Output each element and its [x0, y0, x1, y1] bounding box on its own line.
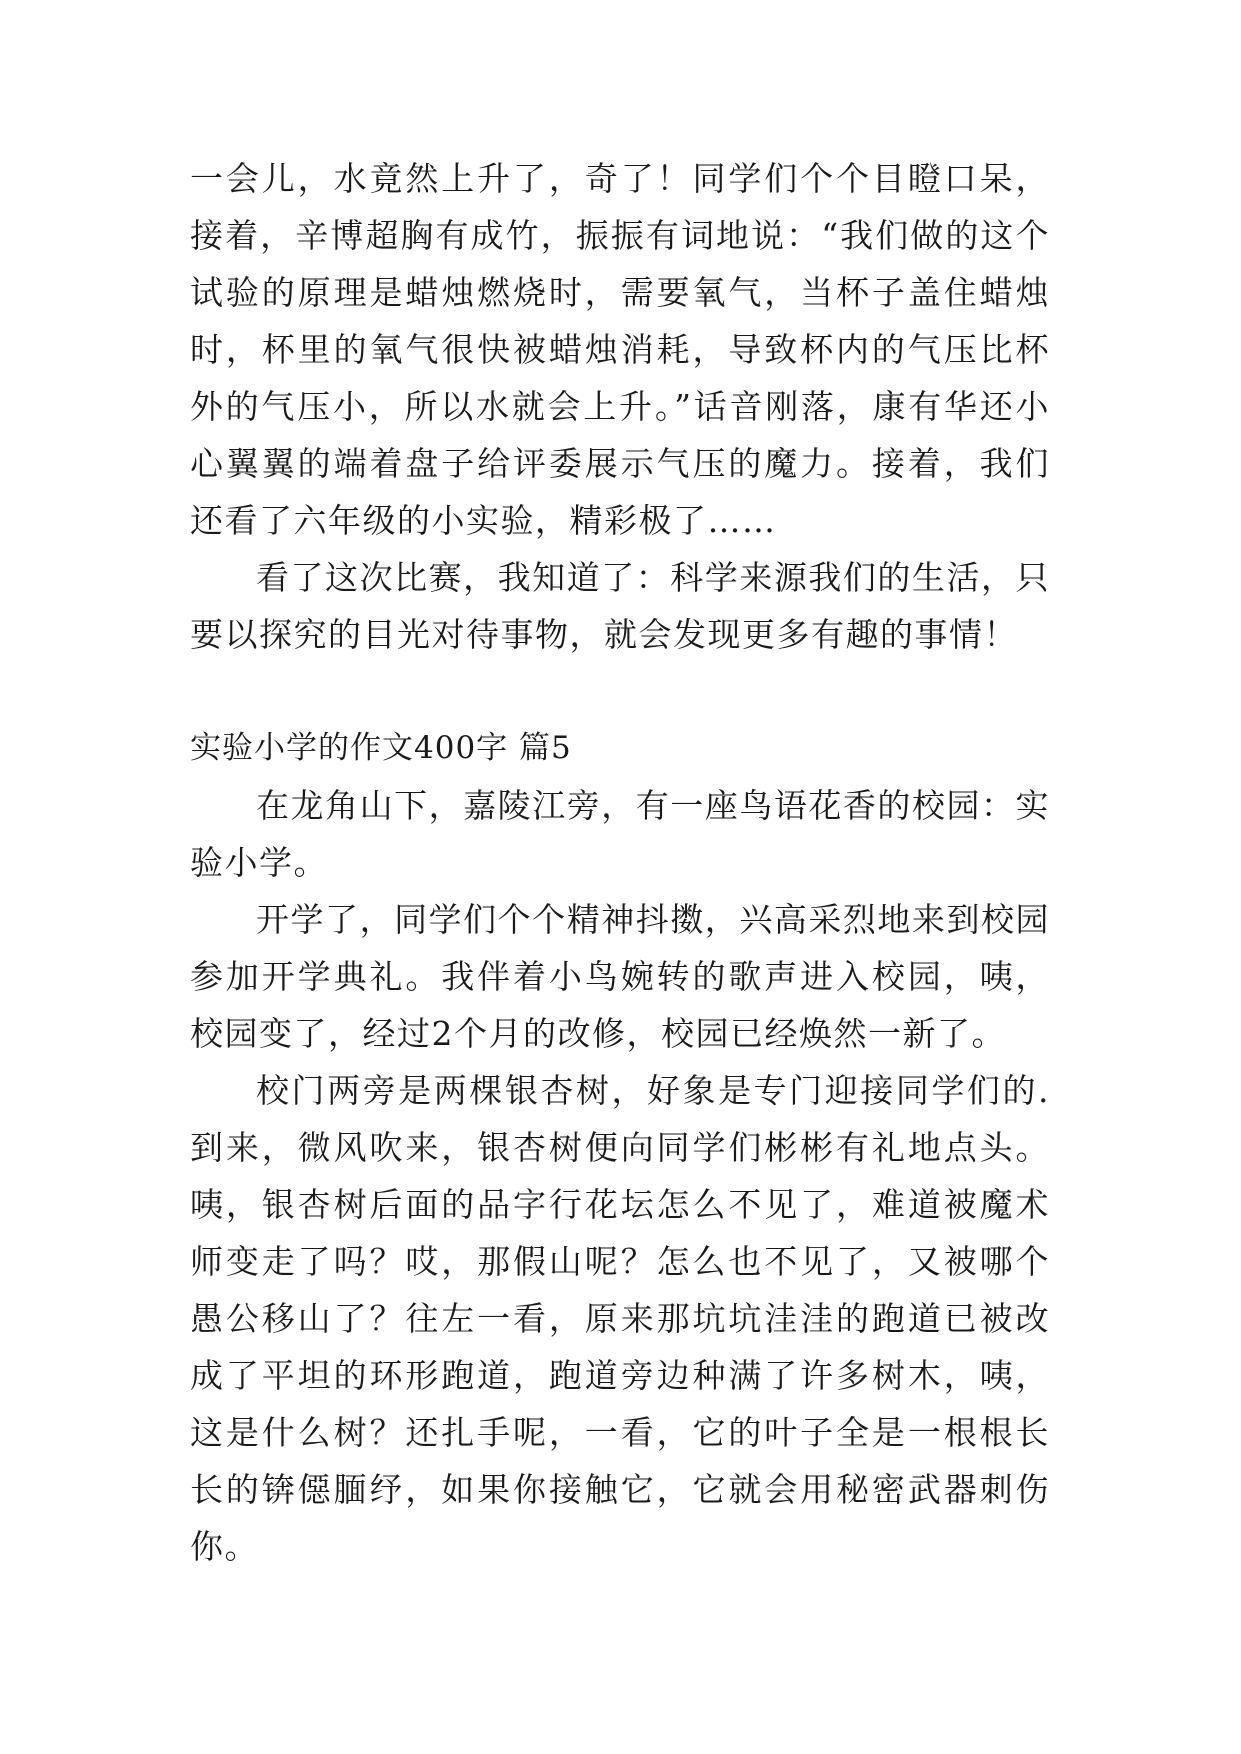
- document-body: [190, 150, 1050, 1575]
- paragraph-school-gate: 校门两旁是两棵银杏树，好象是专门迎接同学们的.到来，微风吹来，银杏树便向同学们彬彬有礼地点头。咦，银杏树后面的品字行花坛怎么不见了，难道被魔术师变走了吗？哎，那假山呢？怎么也不见了，又被哪个愚公移山了？往左一看，原来那坑坑洼洼的跑道已被改成了平坦的环形跑道，跑道旁边种满了许多树木，咦，这是什么树？还扎手呢，一看，它的叶子全是一根根长长的锛僫腼纾，如果你接触它，它就会用秘密武器刺伤你。: [190, 1071, 1050, 1566]
- paragraph-conclusion: 看了这次比赛，我知道了：科学来源我们的生活，只要以探究的目光对待事物，就会发现更多有趣的事情！: [190, 558, 1050, 654]
- paragraph-school-intro: 在龙角山下，嘉陵江旁，有一座鸟语花香的校园：实验小学。: [190, 786, 1050, 882]
- paragraph-experiment-result: 一会儿，水竟然上升了，奇了！同学们个个目瞪口呆，接着，辛博超胸有成竹，振振有词地说：“我们做的这个试验的原理是蜡烛燃烧时，需要氧气，当杯子盖住蜡烛时，杯里的氧气很快被蜡烛消耗，导致杯内的气压比杯外的气压小，所以水就会上升。”话音刚落，康有华还小心翼翼的端着盘子给评委展示气压的魔力。接着，我们还看了六年级的小实验，精彩极了……: [190, 159, 1050, 540]
- section-spacer: [190, 663, 1050, 720]
- section-heading: 实验小学的作文400字 篇5: [190, 730, 572, 766]
- paragraph-school-opening: 开学了，同学们个个精神抖擞，兴高采烈地来到校园参加开学典礼。我伴着小鸟婉转的歌声进入校园，咦，校园变了，经过2个月的改修，校园已经焕然一新了。: [190, 900, 1050, 1053]
